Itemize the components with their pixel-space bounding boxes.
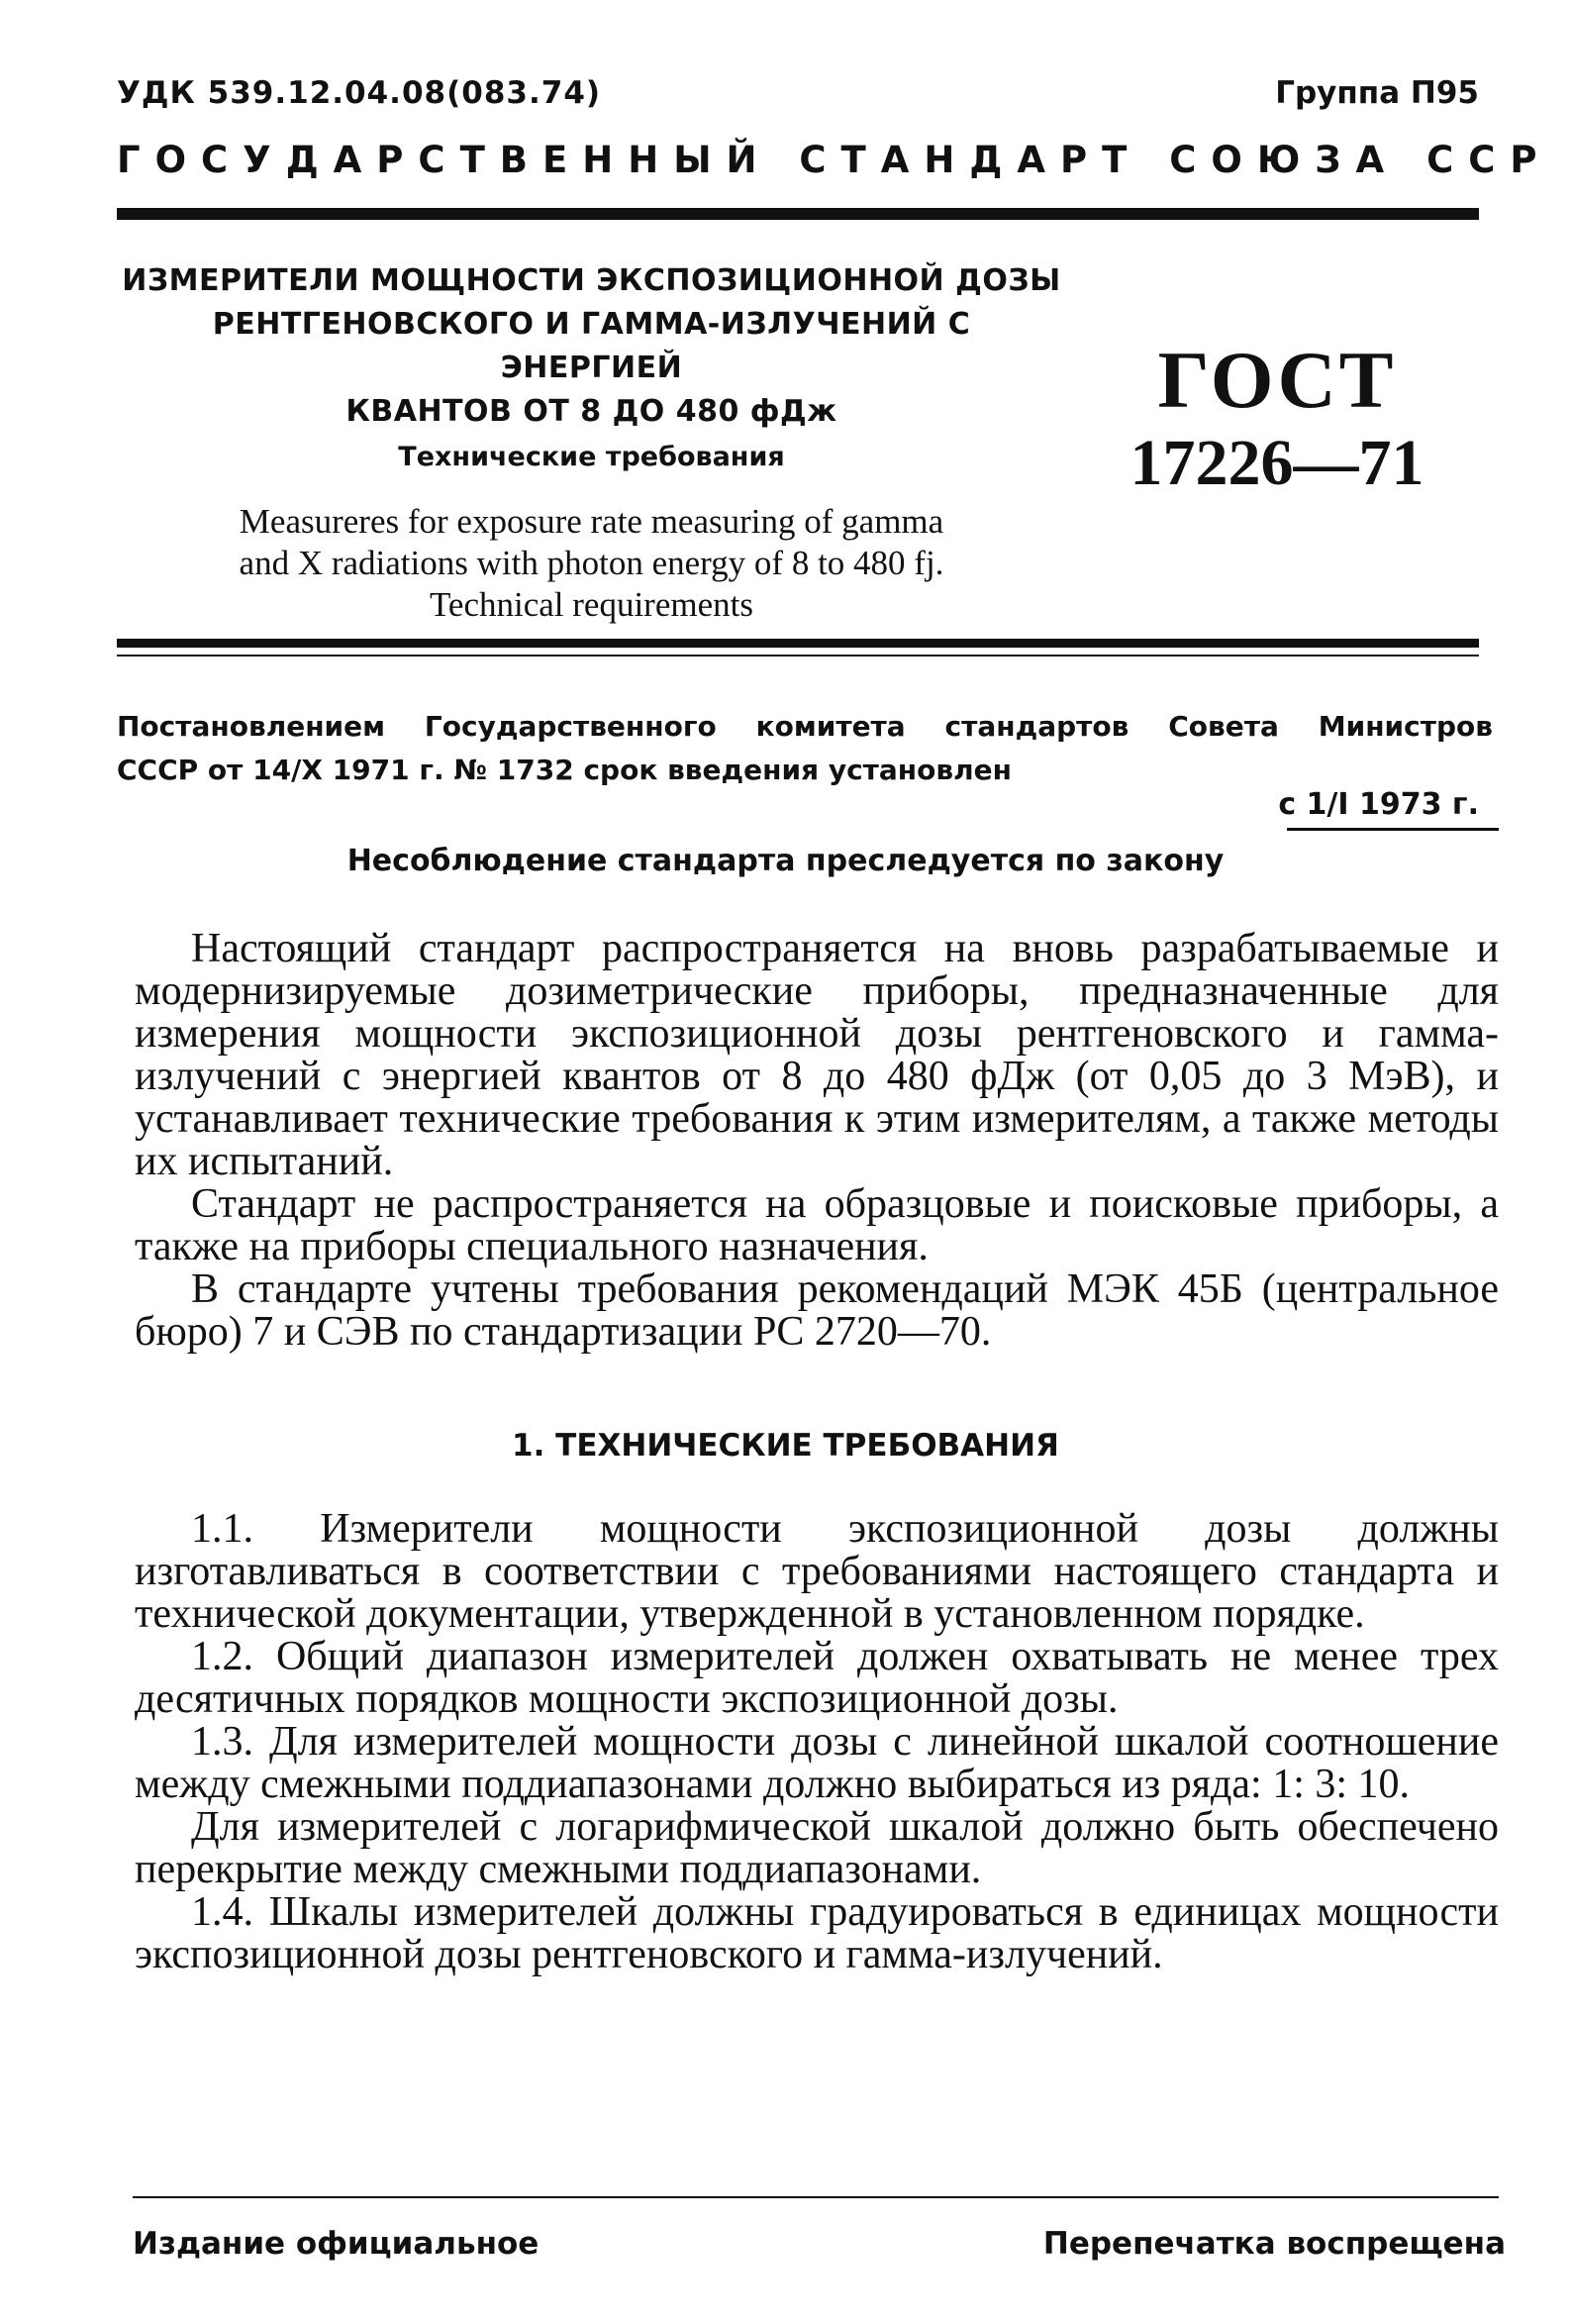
udk-code: УДК 539.12.04.08(083.74) xyxy=(117,75,602,111)
title-line: РЕНТГЕНОВСКОГО И ГАММА-ИЗЛУЧЕНИЙ С ЭНЕРГИЕЙ xyxy=(212,307,971,385)
effective-date: с 1/I 1973 г. xyxy=(1278,787,1479,822)
title-subtitle: Технические требования xyxy=(398,442,785,472)
english-title-line: and X radiations with photon energy of 8 to 480 fj. xyxy=(239,544,944,582)
paragraph: 1.1. Измерители мощности экспозиционной дозы должны изготавливаться в соответствии с требованиями настоящего стандарта и технической документации, утвержденной в установленном порядке. xyxy=(135,1506,1499,1637)
header-rule xyxy=(117,208,1479,220)
title-block xyxy=(119,259,1064,626)
effective-date-underline xyxy=(1287,828,1499,831)
decree-line: СССР от 14/Х 1971 г. № 1732 срок введения установлен xyxy=(117,754,1012,786)
section-text xyxy=(135,1508,1499,1976)
paragraph: В стандарте учтены требования рекомендаций МЭК 45Б (центральное бюро) 7 и СЭВ по стандартизации PC 2720—70. xyxy=(135,1266,1499,1355)
gost-designation xyxy=(1099,337,1455,503)
paragraph: Стандарт не распространяется на образцовые и поисковые приборы, а также на приборы специального назначения. xyxy=(135,1181,1499,1269)
title-line: КВАНТОВ ОТ 8 ДО 480 фДж xyxy=(345,394,837,429)
paragraph: Настоящий стандарт распространяется на вновь разрабатываемые и модернизируемые дозиметрические приборы, предназначенные для измерения мощности экспозиционной дозы рентгеновского и гамма-излучений с энергией квантов от 8 до 480 фДж (от 0,05 до 3 МэВ), и устанавливает технические требования к этим измерителям, а также методы их испытаний. xyxy=(135,926,1499,1184)
gost-number: 17226—71 xyxy=(1129,427,1424,499)
paragraph: Для измерителей с логарифмической шкалой должно быть обеспечено перекрытие между смежными поддиапазонами. xyxy=(135,1804,1499,1892)
title-line: ИЗМЕРИТЕЛИ МОЩНОСТИ ЭКСПОЗИЦИОННОЙ ДОЗЫ xyxy=(122,263,1061,298)
decree-line: Постановлением Государственного комитета стандартов Совета Министров xyxy=(117,710,1493,743)
title-rule-thin xyxy=(117,655,1479,657)
english-title xyxy=(119,501,1064,626)
intro-text xyxy=(135,928,1499,1354)
section-heading: 1. ТЕХНИЧЕСКИЕ ТРЕБОВАНИЯ xyxy=(512,1428,1059,1464)
english-title-line: Technical requirements xyxy=(430,585,753,624)
footer-edition: Издание официальное xyxy=(133,2226,540,2262)
decree-text xyxy=(117,705,1493,792)
title-rule xyxy=(117,639,1479,648)
state-standard-heading: ГОСУДАРСТВЕННЫЙ СТАНДАРТ СОЮЗА ССР xyxy=(117,139,1552,181)
group-code: Группа П95 xyxy=(1275,75,1479,111)
english-title-line: Measureres for exposure rate measuring of gamma xyxy=(239,502,944,541)
gost-label: ГОСТ xyxy=(1157,335,1397,425)
paragraph: 1.4. Шкалы измерителей должны градуироваться в единицах мощности экспозиционной дозы рентгеновского и гамма-излучений. xyxy=(135,1889,1499,1977)
paragraph: 1.2. Общий диапазон измерителей должен охватывать не менее трех десятичных порядков мощности экспозиционной дозы. xyxy=(135,1634,1499,1722)
footer-reprint-notice: Перепечатка воспрещена xyxy=(1042,2226,1506,2262)
paragraph: 1.3. Для измерителей мощности дозы с линейной шкалой соотношение между смежными поддиапазонами должно выбираться из ряда: 1: 3: 10. xyxy=(135,1719,1499,1807)
footer-rule xyxy=(133,2196,1499,2198)
legal-warning: Несоблюдение стандарта преследуется по закону xyxy=(346,844,1225,878)
